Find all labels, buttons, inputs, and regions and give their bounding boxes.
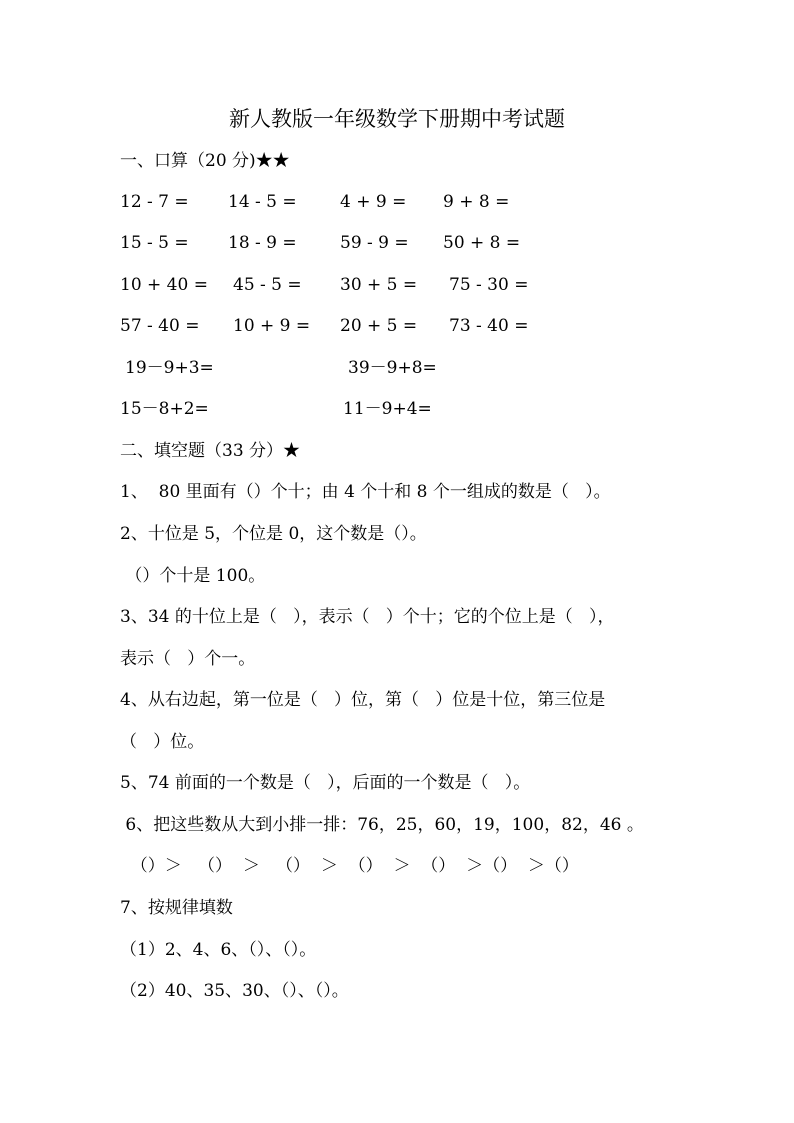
calc-item: 59 - 9 =	[340, 233, 409, 253]
question-line: 1、 80 里面有（）个十；由 4 个十和 8 个一组成的数是（ ）。	[120, 482, 611, 502]
calc-item: 10 + 9 =	[233, 316, 311, 336]
calc-item: 30 + 5 =	[340, 275, 418, 295]
calc-item: 4 + 9 =	[340, 192, 407, 212]
section1-heading: 一、口算（20 分)★★	[120, 151, 290, 171]
question-line: 5、74 前面的一个数是（ ），后面的一个数是（ ）。	[120, 773, 531, 793]
calc-item: 20 + 5 =	[340, 316, 418, 336]
calc-item: 10 + 40 =	[120, 275, 208, 295]
question-line: 表示（ ）个一。	[120, 649, 256, 669]
mixed-calc-item: 39－9+8=	[348, 358, 437, 378]
question-line: 6、把这些数从大到小排一排：76，25，60，19，100，82，46 。	[120, 815, 644, 835]
question-line: （）个十是 100。	[120, 566, 266, 586]
question-line: 7、按规律填数	[120, 898, 233, 918]
page-title: 新人教版一年级数学下册期中考试题	[229, 107, 565, 131]
question-line: 3、34 的十位上是（ ），表示（ ）个十；它的个位上是（ ），	[120, 607, 615, 627]
question-line: （1）2、4、6、（）、（）。	[120, 940, 317, 960]
calc-item: 57 - 40 =	[120, 316, 200, 336]
section2-heading: 二、填空题（33 分）★	[120, 441, 301, 461]
ordering-answer-line: （）＞ （） ＞ （） ＞ （） ＞ （） ＞（） ＞（）	[120, 856, 579, 876]
calc-item: 9 + 8 =	[443, 192, 510, 212]
question-line: （2）40、35、30、（）、（）。	[120, 981, 349, 1001]
mixed-calc-item: 19－9+3=	[125, 358, 214, 378]
calc-item: 50 + 8 =	[443, 233, 521, 253]
calc-item: 73 - 40 =	[449, 316, 529, 336]
calc-item: 45 - 5 =	[233, 275, 302, 295]
mixed-calc-item: 15－8+2=	[120, 399, 209, 419]
calc-item: 18 - 9 =	[228, 233, 297, 253]
calc-item: 75 - 30 =	[449, 275, 529, 295]
question-line: （ ）位。	[120, 732, 205, 752]
question-line: 4、从右边起，第一位是（ ）位，第（ ）位是十位，第三位是	[120, 690, 606, 710]
mixed-calc-item: 11－9+4=	[343, 399, 432, 419]
calc-item: 14 - 5 =	[228, 192, 297, 212]
calc-item: 12 - 7 =	[120, 192, 189, 212]
question-line: 2、十位是 5，个位是 0，这个数是（）。	[120, 524, 427, 544]
calc-item: 15 - 5 =	[120, 233, 189, 253]
